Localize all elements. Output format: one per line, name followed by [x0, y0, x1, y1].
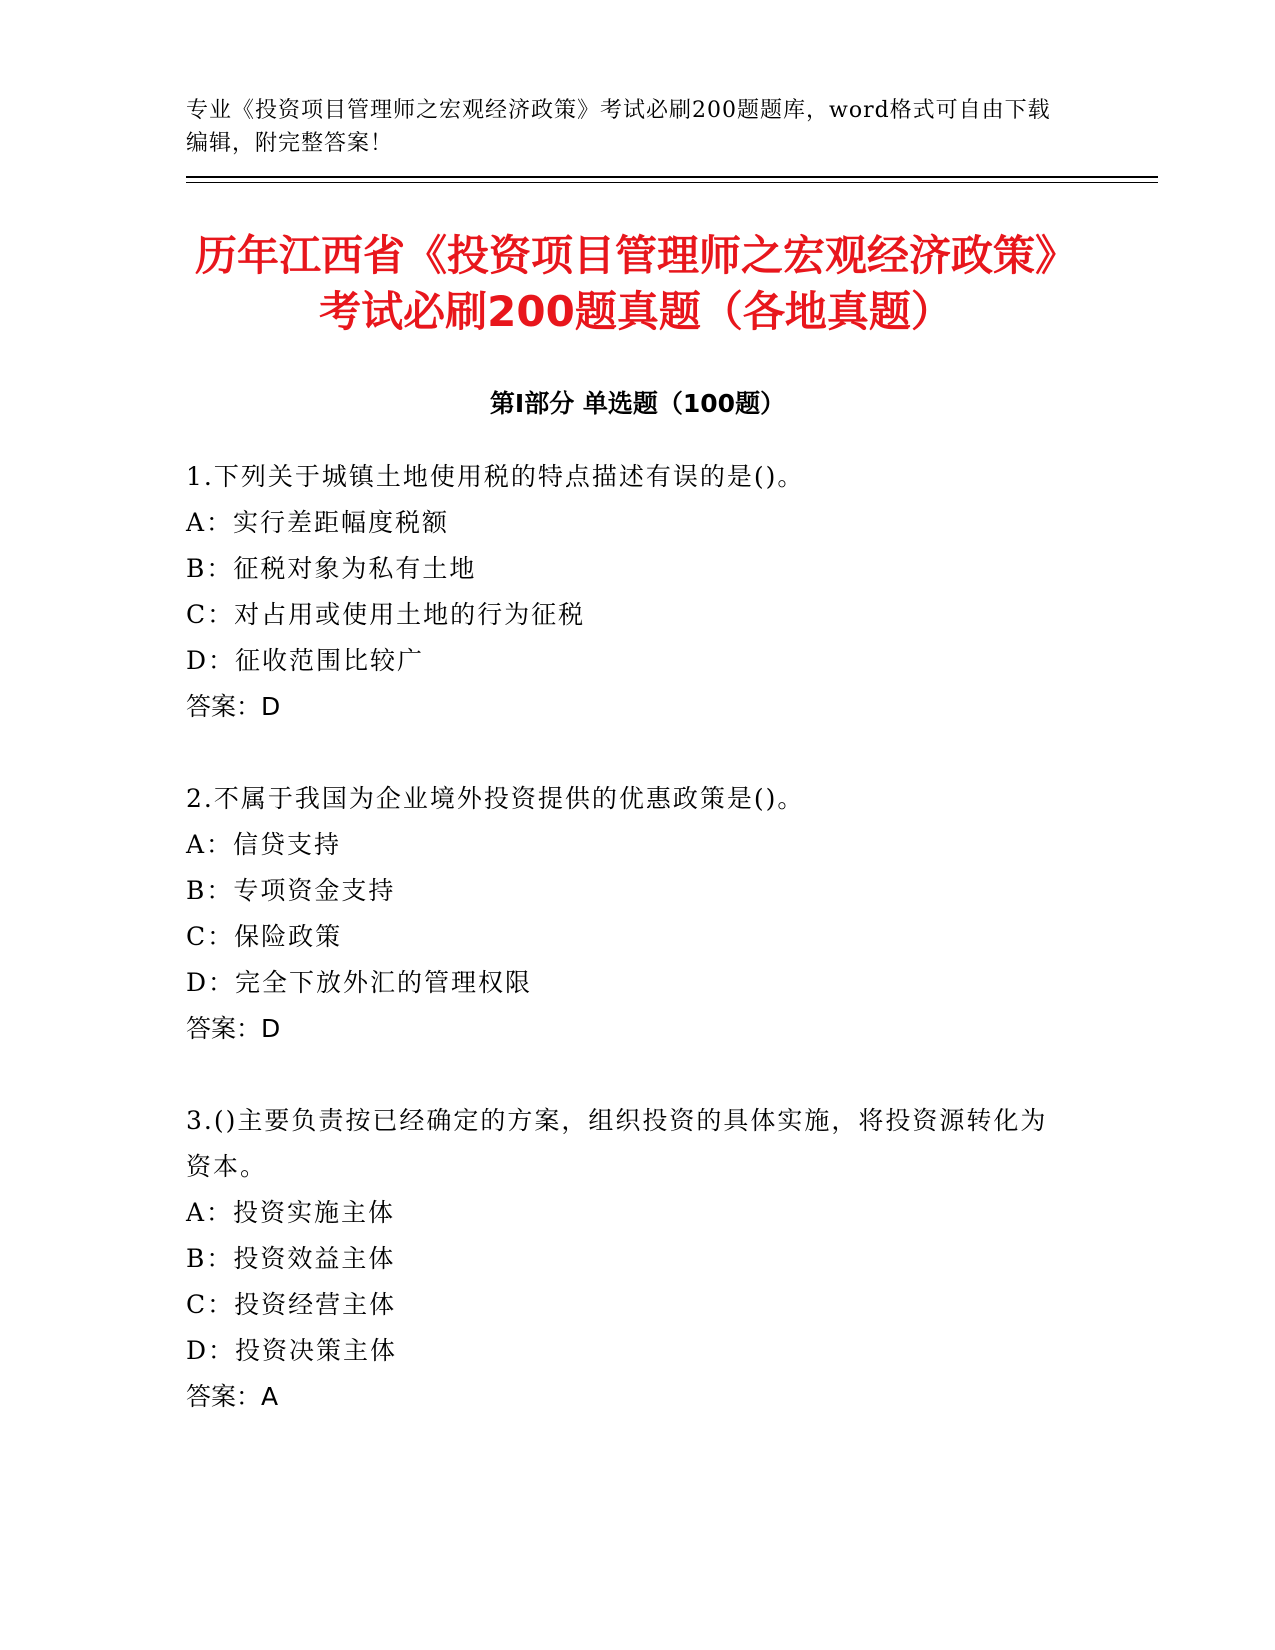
- question-stem: 2.不属于我国为企业境外投资提供的优惠政策是()。: [186, 784, 805, 813]
- option-b: B：专项资金支持: [186, 876, 396, 905]
- document-title: 历年江西省《投资项目管理师之宏观经济政策》考试必刷200题真题（各地真题）: [194, 231, 1077, 336]
- section-heading: 第Ⅰ部分 单选题（100题）: [489, 389, 786, 418]
- option-a: A：实行差距幅度税额: [186, 508, 450, 537]
- option-a: A：信贷支持: [186, 830, 342, 859]
- answer: 答案：D: [186, 692, 281, 721]
- option-d: D：完全下放外汇的管理权限: [186, 968, 533, 997]
- option-c: C：对占用或使用土地的行为征税: [186, 600, 586, 629]
- question-stem: 3.()主要负责按已经确定的方案，组织投资的具体实施，将投资源转化为资本。: [186, 1106, 1048, 1181]
- answer: 答案：A: [186, 1382, 279, 1411]
- question-stem: 1.下列关于城镇土地使用税的特点描述有误的是()。: [186, 462, 805, 491]
- question-2: [186, 776, 1066, 1052]
- header-divider-thin: [186, 182, 1158, 183]
- option-b: B：征税对象为私有土地: [186, 554, 477, 583]
- option-c: C：保险政策: [186, 922, 343, 951]
- answer: 答案：D: [186, 1014, 281, 1043]
- header-note: 专业《投资项目管理师之宏观经济政策》考试必刷200题题库，word格式可自由下载编辑，附完整答案！: [186, 98, 1051, 156]
- option-d: D：征收范围比较广: [186, 646, 425, 675]
- option-a: A：投资实施主体: [186, 1198, 396, 1227]
- option-b: B：投资效益主体: [186, 1244, 396, 1273]
- option-c: C：投资经营主体: [186, 1290, 397, 1319]
- question-3: [186, 1098, 1066, 1420]
- question-1: [186, 454, 1066, 730]
- option-d: D：投资决策主体: [186, 1336, 398, 1365]
- header-divider-thick: [186, 176, 1158, 178]
